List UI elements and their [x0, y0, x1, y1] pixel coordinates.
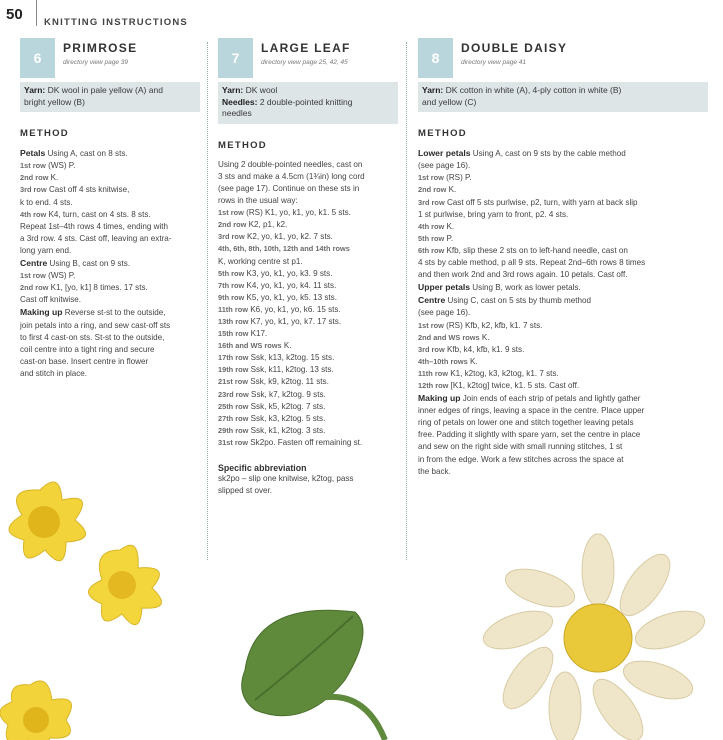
instruction-text: free. Padding it slightly with spare yarn, set the centre in place	[418, 430, 641, 440]
abbreviation-heading: Specific abbreviation	[218, 463, 307, 474]
primrose-flower-3	[0, 681, 72, 740]
instruction-text: Ssk, k5, k2tog. 7 sts.	[248, 401, 326, 411]
pattern-title: DOUBLE DAISY	[461, 41, 568, 55]
instruction-text: (RS) Kfb, k2, kfb, k1. 7 sts.	[443, 320, 543, 330]
instruction-text: K.	[444, 221, 455, 231]
instruction-line	[20, 320, 200, 332]
yarn-text: DK cotton in white (A), 4-ply cotton in white (B)	[445, 85, 622, 95]
instruction-line	[218, 159, 398, 171]
instruction-line	[20, 282, 200, 294]
primrose-photo	[0, 470, 200, 740]
row-label: 29th row	[218, 425, 249, 435]
instruction-text: [K1, k2tog] twice, k1. 5 sts. Cast off.	[448, 380, 580, 390]
instruction-line	[418, 429, 708, 441]
yarn-text-cont: bright yellow (B)	[24, 96, 85, 107]
leaf-photo	[225, 590, 425, 740]
yarn-label: Yarn:	[222, 85, 244, 95]
row-label: 9th row	[218, 292, 245, 302]
pattern-double-daisy	[418, 38, 708, 478]
row-label: 12th row	[418, 380, 449, 390]
instructions	[418, 147, 708, 478]
instruction-line	[218, 328, 398, 340]
instruction-text: (see page 16).	[418, 161, 471, 171]
row-label: 6th row	[418, 245, 445, 255]
row-label: 27th row	[218, 413, 249, 423]
row-label: 4th–10th rows	[418, 356, 468, 366]
row-label: 4th, 6th, 8th, 10th, 12th and 14th rows	[218, 244, 350, 254]
instruction-line	[218, 425, 398, 437]
instruction-text: and stitch in place.	[20, 368, 88, 378]
instruction-text: join petals into a ring, and sew cast-off sts	[20, 320, 171, 330]
pattern-reference: directory view page 41	[461, 59, 527, 66]
instruction-text: Sk2po. Fasten off remaining st.	[248, 437, 363, 447]
instruction-text: k to end. 4 sts.	[20, 197, 73, 207]
daisy-photo	[470, 530, 723, 740]
row-label: 7th row	[218, 280, 245, 290]
instruction-line	[418, 332, 708, 344]
row-label: 5th row	[418, 233, 445, 243]
instruction-text: K.	[479, 332, 490, 342]
section-label: Lower petals	[418, 148, 471, 159]
instruction-text: P.	[444, 233, 454, 243]
instruction-line	[418, 356, 708, 368]
instruction-line	[218, 376, 398, 388]
instruction-text: K1, k2tog, k3, k2tog, k1. 7 sts.	[447, 368, 559, 378]
instruction-text: coil centre into a tight ring and secure	[20, 344, 155, 354]
instruction-line	[218, 231, 398, 243]
row-label: 19th row	[218, 365, 249, 375]
instruction-line	[418, 320, 708, 332]
instruction-text: 3 sts and make a 4.5cm (1¾in) long cord	[218, 171, 365, 181]
instruction-text: K.	[48, 173, 59, 183]
instruction-line	[418, 344, 708, 356]
row-label: 3rd row	[418, 197, 445, 207]
instruction-line	[418, 281, 708, 294]
instruction-line	[218, 316, 398, 328]
section-label: Centre	[418, 295, 446, 306]
row-label: 1st row	[20, 161, 46, 171]
instruction-line	[418, 368, 708, 380]
row-label: 2nd row	[218, 220, 247, 230]
instruction-text: ring of petals on lower one and stitch together leaving petals	[418, 418, 634, 428]
instruction-line	[218, 304, 398, 316]
yarn-text-cont: and yellow (C)	[422, 96, 477, 107]
instruction-text: (see page 16).	[418, 308, 471, 318]
row-label: 13th row	[218, 317, 249, 326]
instruction-text: Ssk, k11, k2tog. 13 sts.	[248, 365, 334, 375]
row-label: 11th row	[418, 368, 448, 378]
instruction-line	[218, 389, 398, 401]
instruction-line	[218, 183, 398, 195]
instruction-line	[418, 257, 708, 269]
instruction-text: inner edges of rings, leaving a space in the centre. Place upper	[418, 406, 645, 416]
column-divider	[207, 42, 208, 560]
pattern-header	[20, 38, 200, 80]
row-label: 2nd row	[418, 185, 447, 195]
instruction-text: Repeat 1st–4th rows 4 times, ending with	[20, 221, 169, 231]
instruction-line	[218, 195, 398, 207]
pattern-header	[218, 38, 398, 80]
instruction-line	[20, 368, 200, 380]
instruction-text: and then work 2nd and 3rd rows again. 10 petals. Cast off.	[418, 270, 628, 280]
instruction-text: K4, yo, k1, yo, k4. 11 sts.	[244, 280, 337, 290]
instruction-text: K1, [yo, k1] 8 times. 17 sts.	[48, 283, 148, 293]
instruction-text: (WS) P.	[45, 161, 76, 171]
row-label: 1st row	[418, 173, 444, 183]
instruction-line	[20, 245, 200, 257]
instruction-line	[20, 197, 200, 209]
instruction-line	[418, 441, 708, 453]
section-label: Centre	[20, 258, 48, 269]
pattern-primrose	[20, 38, 200, 380]
instruction-text: K3, yo, k1, yo, k3. 9 sts.	[244, 268, 333, 278]
pattern-number-badge: 8	[418, 38, 453, 78]
instruction-line	[20, 160, 200, 172]
instruction-text: Ssk, k1, k2tog. 3 sts.	[248, 425, 326, 435]
instruction-text: Using 2 double-pointed needles, cast on	[218, 159, 363, 169]
instruction-text: K.	[281, 341, 292, 351]
instruction-line	[418, 221, 708, 233]
instruction-text: K.	[467, 356, 478, 366]
row-label: 17th row	[218, 353, 249, 363]
yarn-label: Yarn:	[24, 85, 46, 95]
row-label: 5th row	[218, 268, 245, 278]
instruction-text: K6, yo, k1, yo, k6. 15 sts.	[247, 304, 341, 314]
instruction-line	[418, 392, 708, 405]
instruction-text: Ssk, k7, k2tog. 9 sts.	[248, 389, 326, 399]
section-label: Making up	[418, 393, 461, 404]
method-heading: METHOD	[418, 128, 467, 140]
instruction-line	[218, 171, 398, 183]
instruction-text: (RS) K1, yo, k1, yo, k1. 5 sts.	[243, 208, 351, 218]
instructions	[20, 147, 200, 380]
instruction-line	[20, 306, 200, 319]
instruction-line	[20, 147, 200, 160]
row-label: 25th row	[218, 401, 249, 411]
pattern-title: LARGE LEAF	[261, 41, 351, 55]
instruction-line	[218, 401, 398, 413]
instruction-text: Ssk, k13, k2tog. 15 sts.	[248, 353, 335, 363]
row-label: 2nd and WS rows	[418, 332, 480, 342]
yarn-label: Yarn:	[422, 85, 444, 95]
instruction-text: the back.	[418, 466, 451, 476]
pattern-reference: directory view page 39	[63, 59, 129, 66]
instructions	[218, 159, 398, 449]
instruction-line	[218, 207, 398, 219]
instruction-line	[418, 466, 708, 478]
materials-box	[418, 82, 708, 112]
pattern-header	[418, 38, 708, 80]
instruction-text: K, working centre st p1.	[218, 256, 303, 266]
instruction-text: Cast off 5 sts purlwise, p2, turn, with yarn at back slip	[444, 197, 638, 207]
instruction-text: (see page 17). Continue on these sts in	[218, 183, 360, 193]
instruction-line	[20, 209, 200, 221]
header-rule	[36, 0, 37, 26]
instruction-text: cast-on base. Insert centre in flower	[20, 356, 149, 366]
row-label: 2nd row	[20, 173, 49, 183]
instruction-line	[418, 380, 708, 392]
instruction-text: Cast off knitwise.	[20, 295, 82, 305]
instruction-line	[418, 294, 708, 307]
pattern-reference: directory view page 25, 42, 45	[261, 59, 348, 66]
instruction-line	[418, 454, 708, 466]
row-label: 23rd row	[218, 389, 249, 399]
instruction-line	[218, 219, 398, 231]
instruction-line	[20, 332, 200, 344]
instruction-line	[418, 184, 708, 196]
instruction-text: Using B, cast on 9 sts.	[47, 259, 131, 269]
instruction-line	[20, 294, 200, 306]
row-label: 4th row	[418, 221, 445, 231]
primrose-flower-2	[89, 545, 162, 624]
section-label: Petals	[20, 148, 46, 159]
pattern-large-leaf	[218, 38, 398, 497]
instruction-text: K2, p1, k2.	[246, 220, 288, 230]
daisy-centre	[564, 604, 632, 672]
instruction-line	[418, 197, 708, 209]
instruction-text: K4, turn, cast on 4 sts. 8 sts.	[46, 209, 151, 219]
instruction-text: 4 sts by cable method, p all 9 sts. Repeat 2nd–6th rows 8 times	[418, 258, 646, 268]
instruction-text: Using B, work as lower petals.	[470, 283, 581, 293]
row-label: 21st row	[218, 377, 248, 387]
instruction-text: K2, yo, k1, yo, k2. 7 sts.	[244, 232, 333, 242]
pattern-title: PRIMROSE	[63, 41, 138, 55]
row-label: 16th and WS rows	[218, 341, 282, 351]
running-head: KNITTING INSTRUCTIONS	[44, 17, 188, 28]
instruction-line	[20, 184, 200, 196]
row-label: 2nd row	[20, 283, 49, 293]
instruction-line	[418, 245, 708, 257]
primrose-flower-1	[9, 482, 86, 561]
row-label: 1st row	[218, 208, 244, 218]
method-heading: METHOD	[218, 139, 267, 151]
instruction-text: 1 st purlwise, bring yarn to front, p2. 4 sts.	[418, 209, 569, 219]
method-heading: METHOD	[20, 128, 69, 140]
instruction-text: K17.	[248, 329, 268, 339]
materials-box	[218, 82, 398, 124]
yarn-text: DK wool in pale yellow (A) and	[47, 85, 163, 95]
instruction-line	[218, 413, 398, 425]
instruction-text: (WS) P.	[45, 271, 76, 281]
instruction-line	[418, 147, 708, 160]
row-label: 11th row	[218, 304, 248, 314]
row-label: 3rd row	[20, 185, 47, 195]
instruction-text: Ssk, k9, k2tog. 11 sts.	[248, 377, 329, 387]
abbreviation-line: slipped st over.	[218, 486, 272, 496]
instruction-text: Cast off 4 sts knitwise,	[46, 185, 130, 195]
instruction-text: and sew on the right side with small running stitches, 1 st	[418, 442, 623, 452]
row-label: 31st row	[218, 437, 248, 447]
instruction-line	[218, 292, 398, 304]
abbreviation-line: sk2po – slip one knitwise, k2tog, pass	[218, 474, 354, 484]
instruction-line	[418, 269, 708, 281]
row-label: 15th row	[218, 329, 249, 339]
needles-label: Needles:	[222, 96, 258, 107]
instruction-line	[20, 233, 200, 245]
instruction-text: K7, yo, k1, yo, k7. 17 sts.	[248, 317, 342, 326]
needles-text-cont: needles	[222, 108, 252, 119]
instruction-text: Using A, cast on 8 sts.	[45, 149, 128, 159]
instruction-line	[20, 344, 200, 356]
instruction-text: Kfb, k4, kfb, k1. 9 sts.	[444, 344, 525, 354]
instruction-line	[418, 209, 708, 221]
instruction-text: Reverse st-st to the outside,	[62, 308, 166, 318]
instruction-text: to first 4 cast-on sts. St-st to the outside,	[20, 332, 165, 342]
instruction-line	[218, 280, 398, 292]
instruction-line	[20, 270, 200, 282]
instruction-line	[20, 172, 200, 184]
row-label: 1st row	[418, 320, 444, 330]
needles-text: 2 double-pointed knitting	[259, 96, 353, 107]
instruction-line	[218, 352, 398, 364]
instruction-line	[218, 437, 398, 449]
instruction-line	[418, 405, 708, 417]
yarn-text: DK wool	[245, 85, 278, 95]
instruction-line	[218, 256, 398, 268]
instruction-text: Using C, cast on 5 sts by thumb method	[445, 296, 591, 306]
instruction-line	[218, 364, 398, 376]
instruction-line	[20, 221, 200, 233]
section-label: Making up	[20, 307, 63, 318]
instruction-line	[20, 356, 200, 368]
row-label: 4th row	[20, 209, 47, 219]
pattern-number-badge: 6	[20, 38, 55, 78]
instruction-line	[418, 307, 708, 319]
instruction-text: in from the edge. Work a few stitches across the space at	[418, 454, 624, 464]
pattern-number-badge: 7	[218, 38, 253, 78]
row-label: 3rd row	[218, 232, 245, 242]
instruction-line	[20, 257, 200, 270]
instruction-line	[418, 233, 708, 245]
instruction-line	[418, 417, 708, 429]
instruction-text: Join ends of each strip of petals and lightly gather	[460, 394, 641, 404]
instruction-line	[218, 340, 398, 352]
materials-box	[20, 82, 200, 112]
instruction-text: Ssk, k3, k2tog. 5 sts.	[248, 413, 326, 423]
instruction-text: (RS) P.	[443, 173, 472, 183]
instruction-text: K.	[446, 185, 457, 195]
page-number: 50	[6, 6, 23, 23]
instruction-text: a 3rd row. 4 sts. Cast off, leaving an extra-	[20, 233, 172, 243]
instruction-text: K5, yo, k1, yo, k5. 13 sts.	[244, 292, 337, 302]
instruction-line	[418, 160, 708, 172]
instruction-text: rows in the usual way:	[218, 196, 298, 206]
instruction-text: long yarn end.	[20, 245, 72, 255]
column-divider	[406, 42, 407, 560]
instruction-text: Kfb, slip these 2 sts on to left-hand needle, cast on	[444, 245, 628, 255]
instruction-line	[418, 172, 708, 184]
row-label: 3rd row	[418, 344, 445, 354]
instruction-line	[218, 268, 398, 280]
section-label: Upper petals	[418, 282, 471, 293]
instruction-line	[218, 243, 398, 255]
instruction-text: Using A, cast on 9 sts by the cable method	[470, 149, 626, 159]
row-label: 1st row	[20, 271, 46, 281]
